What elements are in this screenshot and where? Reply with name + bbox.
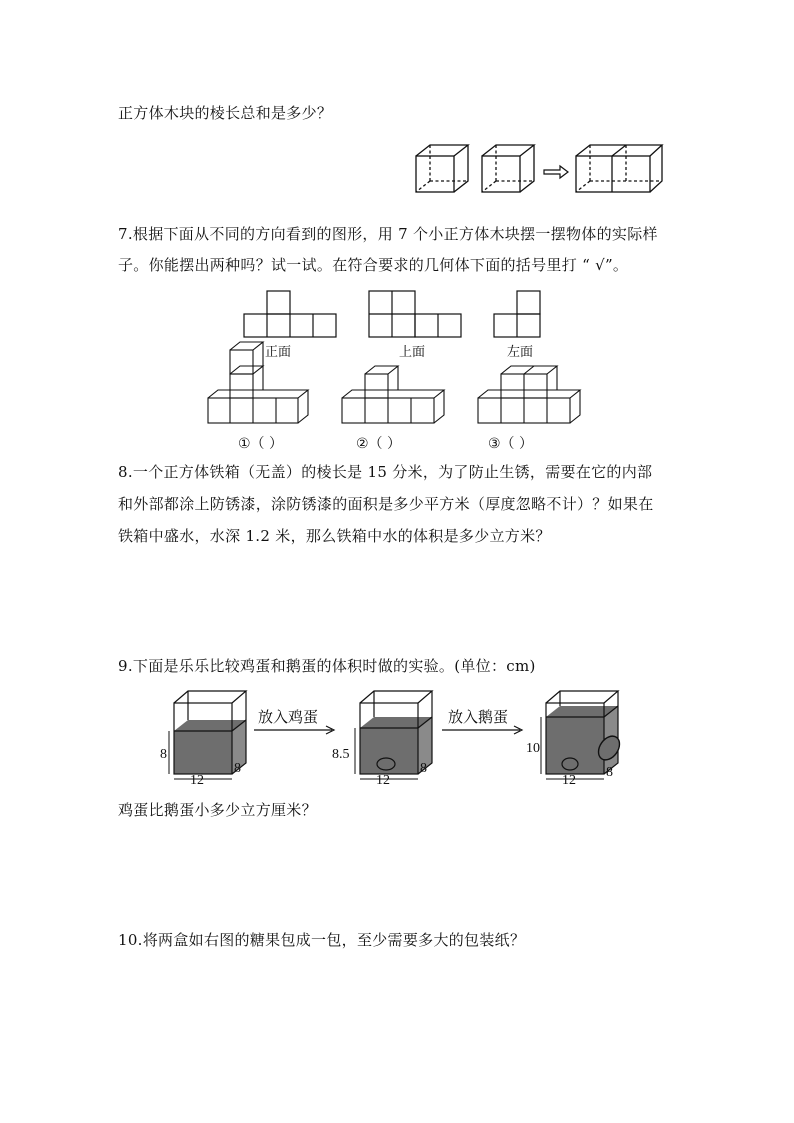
container-3 — [526, 691, 624, 788]
option-2-label: ②（ ） — [356, 436, 402, 452]
top-view — [369, 291, 461, 337]
container-1 — [160, 691, 246, 788]
chicken-egg-icon — [377, 758, 395, 770]
box-3-length: 12 — [562, 773, 576, 788]
q7-figure — [238, 286, 588, 450]
box-2-height: 8.5 — [332, 747, 350, 762]
option-3-label: ③（ ） — [488, 436, 534, 452]
q9-figure — [160, 684, 630, 788]
q7-line-2: 子。你能摆出两种吗？试一试。在符合要求的几何体下面的括号里打 “ √”。 — [118, 256, 629, 274]
q9-line-1: 9.下面是乐乐比较鸡蛋和鹅蛋的体积时做的实验。(单位：cm) — [118, 657, 536, 675]
left-view-label: 左面 — [506, 345, 534, 360]
combined-cuboid — [576, 145, 662, 192]
q8-line-3: 铁箱中盛水，水深 1.2 米，那么铁箱中水的体积是多少立方米？ — [118, 527, 551, 545]
q10-line-1: 10.将两盒如右图的糖果包成一包，至少需要多大的包装纸？ — [118, 931, 526, 949]
box-1-height: 8 — [160, 747, 167, 762]
q8-line-2: 和外部都涂上防锈漆，涂防锈漆的面积是多少平方米（厚度忽略不计）？如果在 — [118, 495, 654, 513]
box-1-width: 8 — [234, 761, 241, 776]
front-view-label: 正面 — [264, 345, 292, 360]
q6-figure — [410, 140, 670, 200]
chicken-egg-icon-2 — [562, 758, 578, 770]
box-3-height: 10 — [526, 741, 540, 756]
box-2-length: 12 — [376, 773, 390, 788]
q9-question: 鸡蛋比鹅蛋小多少立方厘米？ — [118, 801, 317, 819]
option-2-solid — [342, 366, 444, 423]
option-3-solid — [478, 366, 580, 423]
container-2 — [332, 691, 432, 788]
box-1-length: 12 — [190, 773, 204, 788]
box-3-width: 8 — [606, 765, 613, 780]
option-1-label: ①（ ） — [238, 436, 284, 452]
arrow-icon — [544, 166, 568, 178]
q8-line-1: 8.一个正方体铁箱（无盖）的棱长是 15 分米，为了防止生锈，需要在它的内部 — [118, 463, 653, 481]
cube-2 — [482, 145, 534, 192]
box-2-width: 8 — [420, 761, 427, 776]
arrow-1-label: 放入鸡蛋 — [258, 708, 319, 726]
arrow-2-label: 放入鹅蛋 — [448, 708, 509, 726]
q7-line-1: 7.根据下面从不同的方向看到的图形，用 7 个小正方体木块摆一摆物体的实际样 — [118, 225, 658, 243]
q6-text: 正方体木块的棱长总和是多少？ — [118, 104, 333, 122]
left-view — [494, 291, 540, 337]
front-view — [244, 291, 336, 337]
option-1-solid — [208, 342, 308, 423]
top-view-label: 上面 — [398, 345, 426, 360]
cube-1 — [416, 145, 468, 192]
